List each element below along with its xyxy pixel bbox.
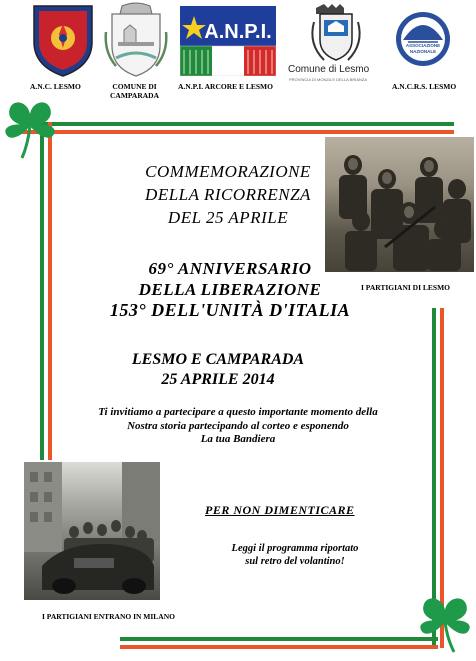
commemoration-line1: COMMEMORAZIONE [145, 162, 311, 181]
anniversary-line2: DELLA LIBERAZIONE [138, 280, 322, 299]
invitation-text [0, 406, 476, 447]
partisans-milan-photo [24, 462, 160, 600]
ancrs-logo [394, 10, 452, 73]
event-date: 25 APRILE 2014 [161, 371, 275, 388]
commemoration-heading [0, 160, 466, 229]
anpi-brand-text: A.N.P.I. [204, 21, 272, 43]
bottom-photo-caption: I PARTIGIANI ENTRANO IN MILANO [42, 612, 175, 621]
anniversary-line1: 69° ANNIVERSARIO [148, 259, 312, 278]
camparada-crest [104, 2, 168, 83]
ancrs-caption: A.N.C.R.S. LESMO [392, 82, 457, 91]
camparada-caption-line1: COMUNE DI [112, 82, 157, 91]
lesmo-subtitle: PROVINCIA DI MONZA E DELLA BRIANZA [289, 77, 368, 82]
invite-line2: Nostra storia partecipando al corteo e esponendo [127, 419, 349, 432]
commemoration-line3: DEL 25 APRILE [167, 208, 289, 227]
event-heading [0, 350, 456, 390]
top-photo-caption: I PARTIGIANI DI LESMO [361, 283, 450, 292]
clover-icon [416, 592, 474, 661]
anc-logo-caption: A.N.C. LESMO [30, 82, 81, 91]
anniversary-line3: 153° DELL'UNITÀ D'ITALIA [109, 300, 351, 320]
anniversary-heading [0, 258, 468, 321]
camparada-caption [110, 82, 159, 100]
ancrs-badge-line1: ASSOCIAZIONE [405, 43, 441, 48]
reminder-line2: sul retro del volantino! [245, 556, 345, 567]
invite-line1: Ti invitiamo a partecipare a questo importante momento della [98, 406, 378, 418]
clover-icon [2, 96, 58, 167]
event-place: LESMO E CAMPARADA [131, 351, 305, 368]
lesmo-title: Comune di Lesmo [288, 64, 370, 75]
anc-logo [30, 2, 96, 83]
invite-line3: La tua Bandiera [200, 433, 276, 445]
reminder-text [200, 542, 390, 568]
ancrs-badge-line2: NAZIONALE [409, 49, 437, 54]
lesmo-crest [300, 2, 372, 69]
reminder-line1: Leggi il programma riportato [231, 543, 359, 554]
camparada-caption-line2: CAMPARADA [110, 91, 160, 100]
anpi-caption: A.N.P.I. ARCORE E LESMO [178, 82, 273, 91]
reminder-title: PER NON DIMENTICARE [205, 503, 355, 517]
commemoration-line2: DELLA RICORRENZA [145, 185, 311, 204]
anpi-logo [180, 6, 276, 81]
